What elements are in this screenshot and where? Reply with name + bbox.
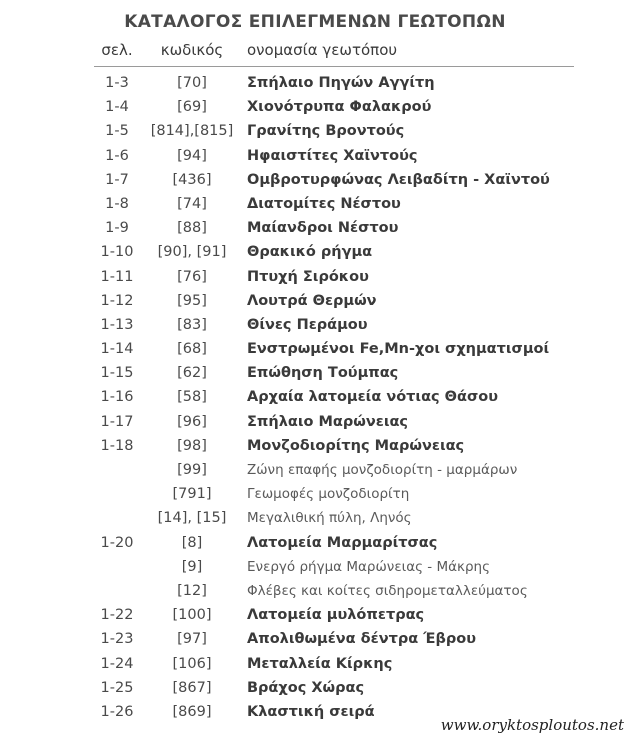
header-page: σελ. <box>101 41 133 59</box>
row-name: Χιονότρυπα Φαλακρού <box>247 99 432 116</box>
table-row <box>0 676 630 700</box>
table-row <box>0 337 630 361</box>
row-code: [74] <box>177 195 207 212</box>
row-name: Βράχος Χώρας <box>247 679 365 696</box>
row-page: 1-10 <box>100 244 134 261</box>
row-name: Λουτρά Θερμών <box>247 292 377 309</box>
table-row <box>0 95 630 119</box>
table-row <box>0 265 630 289</box>
catalog-title: ΚΑΤΑΛΟΓΟΣ ΕΠΙΛΕΓΜΕΝΩΝ ΓΕΩΤΟΠΩΝ <box>124 12 506 32</box>
table-row <box>0 385 630 409</box>
row-name: Μαίανδροι Νέστου <box>247 220 399 237</box>
row-name: Διατομίτες Νέστου <box>247 195 401 212</box>
table-row <box>0 144 630 168</box>
row-name: Θρακικό ρήγμα <box>247 244 373 261</box>
table-row <box>0 192 630 216</box>
table-row <box>0 361 630 385</box>
row-code: [97] <box>177 631 207 648</box>
row-name: Λατομεία Μαρμαρίτσας <box>247 534 438 551</box>
row-code: [76] <box>177 268 207 285</box>
table-row <box>0 627 630 651</box>
row-code: [70] <box>177 75 207 91</box>
row-page: 1-22 <box>100 607 134 624</box>
header-divider <box>94 66 574 67</box>
row-name: Επώθηση Τούμπας <box>247 365 399 382</box>
table-row <box>0 579 630 603</box>
row-name: Ζώνη επαφής μονζοδιορίτη - μαρμάρων <box>247 462 518 478</box>
row-page: 1-25 <box>100 679 134 696</box>
header-code: κωδικός <box>160 41 224 59</box>
row-page: 1-11 <box>100 268 134 285</box>
row-page: 1-7 <box>105 171 129 188</box>
row-page: 1-17 <box>100 413 134 430</box>
row-name: Πτυχή Σιρόκου <box>247 268 369 285</box>
row-code: [814],[815] <box>150 123 234 140</box>
row-code: [8] <box>181 534 203 551</box>
row-code: [69] <box>177 99 207 116</box>
table-row <box>0 506 630 530</box>
table-row <box>0 555 630 579</box>
row-code: [791] <box>172 486 212 503</box>
row-page: 1-26 <box>100 703 134 720</box>
row-code: [12] <box>177 582 207 599</box>
row-name: Γεωμοφές μονζοδιορίτη <box>247 486 410 503</box>
row-code: [99] <box>177 462 207 478</box>
row-page: 1-16 <box>100 389 134 406</box>
row-page: 1-20 <box>100 534 134 551</box>
row-name: Μεγαλιθική πύλη, Ληνός <box>247 510 412 527</box>
table-row <box>0 603 630 627</box>
header-name: ονομασία γεωτόπου <box>247 41 398 59</box>
row-code: [436] <box>172 171 212 188</box>
table-row <box>0 458 630 482</box>
row-name: Μεταλλεία Κίρκης <box>247 655 393 672</box>
row-name: Θίνες Περάμου <box>247 316 368 333</box>
row-code: [90], [91] <box>157 244 227 261</box>
row-name: Μονζοδιορίτης Μαρώνειας <box>247 437 465 454</box>
row-code: [100] <box>172 607 212 624</box>
table-row <box>0 434 630 458</box>
row-name: Απολιθωμένα δέντρα Έβρου <box>247 631 476 648</box>
row-code: [88] <box>177 220 207 237</box>
table-row <box>0 410 630 434</box>
row-page: 1-14 <box>100 341 134 358</box>
row-code: [98] <box>177 437 207 454</box>
row-name: Αρχαία λατομεία νότιας Θάσου <box>247 389 499 406</box>
row-code: [869] <box>172 703 212 720</box>
table-row <box>0 168 630 192</box>
table-row <box>0 652 630 676</box>
table-row <box>0 313 630 337</box>
row-page: 1-5 <box>105 123 129 140</box>
table-row <box>0 216 630 240</box>
row-code: [9] <box>181 558 203 575</box>
table-row <box>0 482 630 506</box>
table-row <box>0 240 630 264</box>
row-code: [58] <box>177 389 207 406</box>
table-row <box>0 119 630 143</box>
row-page: 1-3 <box>105 75 129 91</box>
row-name: Γρανίτης Βροντούς <box>247 123 405 140</box>
row-code: [62] <box>177 365 207 382</box>
row-page: 1-18 <box>100 437 134 454</box>
website-watermark: www.oryktosploutos.net <box>440 716 624 734</box>
row-page: 1-13 <box>100 316 134 333</box>
row-page: 1-24 <box>100 655 134 672</box>
geosite-list <box>0 71 630 724</box>
table-row <box>0 71 630 95</box>
row-name: Ενστρωμένοι Fe,Mn-χοι σχηματισμοί <box>247 341 550 358</box>
row-name: Φλέβες και κοίτες σιδηρομεταλλεύματος <box>247 582 528 599</box>
row-code: [96] <box>177 413 207 430</box>
row-code: [95] <box>177 292 207 309</box>
row-code: [68] <box>177 341 207 358</box>
table-row <box>0 289 630 313</box>
row-name: Λατομεία μυλόπετρας <box>247 607 425 624</box>
row-name: Σπήλαιο Πηγών Αγγίτη <box>247 75 435 91</box>
row-name: Κλαστική σειρά <box>247 703 375 720</box>
row-name: Σπήλαιο Μαρώνειας <box>247 413 409 430</box>
row-page: 1-8 <box>105 195 129 212</box>
table-header <box>0 41 630 65</box>
row-code: [106] <box>172 655 212 672</box>
row-page: 1-23 <box>100 631 134 648</box>
row-code: [94] <box>177 147 207 164</box>
row-page: 1-15 <box>100 365 134 382</box>
row-code: [867] <box>172 679 212 696</box>
row-name: Ηφαιστίτες Χαϊντούς <box>247 147 418 164</box>
row-name: Ομβροτυρφώνας Λειβαδίτη - Χαϊντού <box>247 171 550 188</box>
row-code: [14], [15] <box>157 510 227 527</box>
row-name: Ενεργό ρήγμα Μαρώνειας - Μάκρης <box>247 558 491 575</box>
row-page: 1-4 <box>105 99 129 116</box>
table-row <box>0 531 630 555</box>
row-page: 1-12 <box>100 292 134 309</box>
row-page: 1-6 <box>105 147 129 164</box>
row-code: [83] <box>177 316 207 333</box>
row-page: 1-9 <box>105 220 129 237</box>
